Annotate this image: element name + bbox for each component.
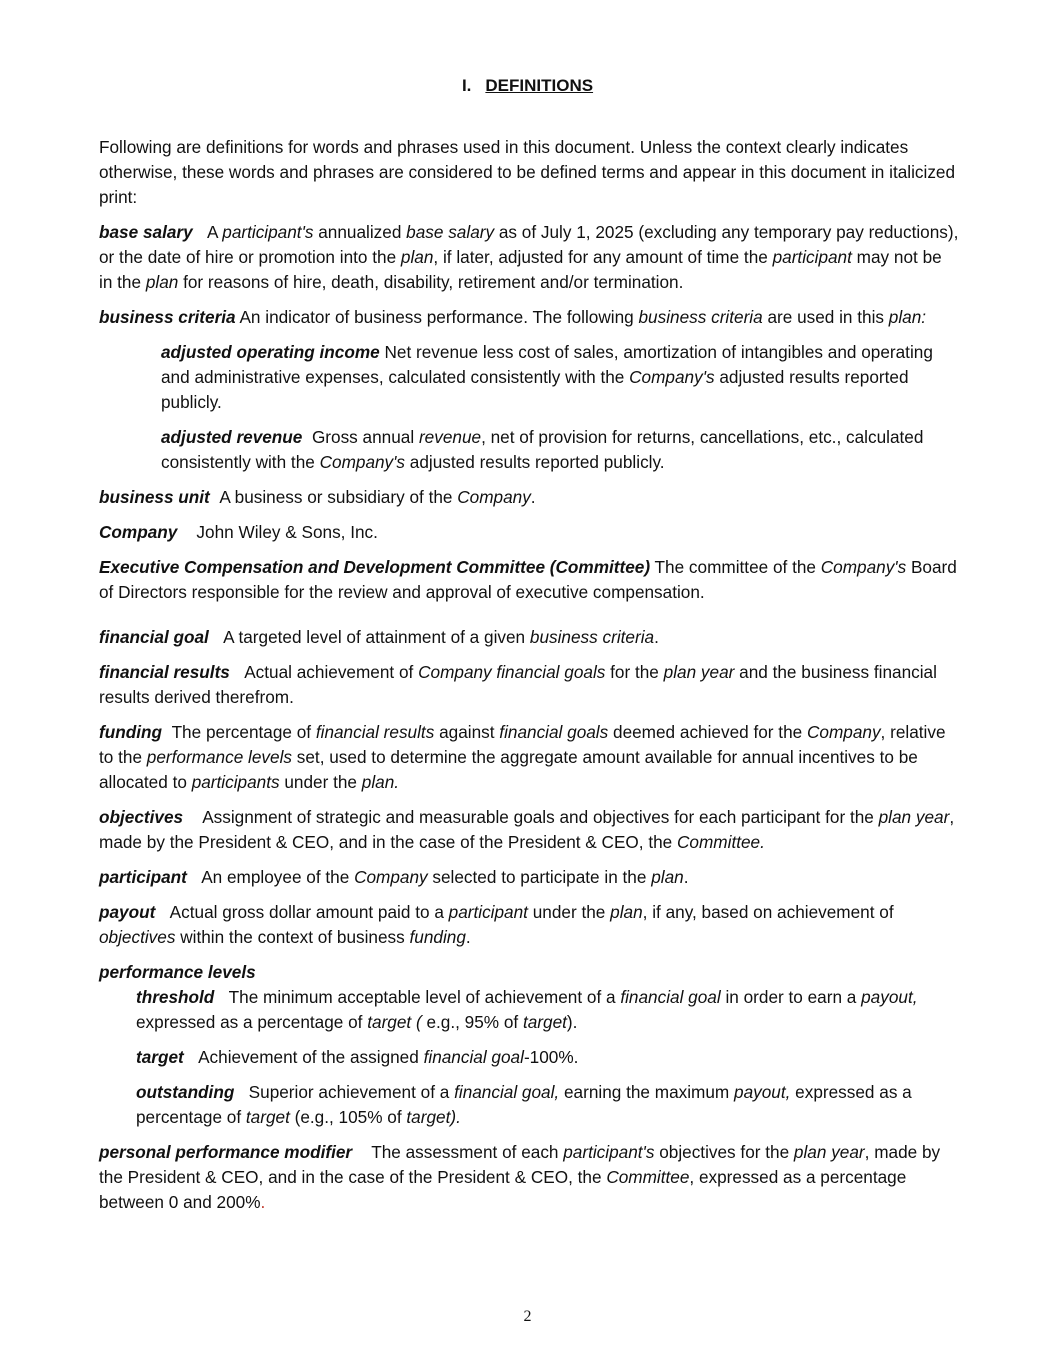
definition-financial-results: financial results Actual achievement of Company financial goals for the plan year and the business financial results derived therefrom. [99, 662, 937, 707]
term-base-salary: base salary [99, 222, 193, 242]
section-title: DEFINITIONS [485, 76, 594, 95]
term-financial-goal: financial goal [99, 627, 209, 647]
term-financial-results: financial results [99, 662, 230, 682]
term-personal-performance-modifier: personal performance modifier [99, 1142, 353, 1162]
term-payout: payout [99, 902, 156, 922]
section-number: I. [461, 76, 472, 95]
definition-committee: Executive Compensation and Development Committee (Committee) The committee of the Company's Board of Directors responsible for the review and approval of executive compensation. [99, 557, 957, 602]
section-heading [0, 76, 1055, 96]
intro-paragraph: Following are definitions for words and phrases used in this document. Unless the context clearly indicates otherwise, these words and phrases are considered to be defined terms and appear in this document in italicized print: [99, 137, 956, 207]
definition-threshold: threshold The minimum acceptable level of achievement of a financial goal in order to earn a payout, expressed as a percentage of target ( e.g., 95% of target). [136, 987, 918, 1032]
definition-base-salary: base salary A participant's annualized base salary as of July 1, 2025 (excluding any temporary pay reductions), or the date of hire or promotion into the plan, if later, adjusted for any amount of time the participant may not be in the plan for reasons of hire, death, disability, retirement and/or termination. [99, 222, 959, 292]
term-business-criteria: business criteria [99, 307, 236, 327]
definition-payout: payout Actual gross dollar amount paid to a participant under the plan, if any, based on achievement of objectives within the context of business funding. [99, 902, 894, 947]
term-target: target [136, 1047, 184, 1067]
definition-outstanding: outstanding Superior achievement of a financial goal, earning the maximum payout, expressed as a percentage of target (e.g., 105% of target). [136, 1082, 912, 1127]
definition-target: target Achievement of the assigned financial goal-100%. [136, 1047, 579, 1067]
definition-participant: participant An employee of the Company selected to participate in the plan. [99, 867, 689, 887]
term-outstanding: outstanding [136, 1082, 235, 1102]
definition-adjusted-operating-income: adjusted operating income Net revenue less cost of sales, amortization of intangibles and operating and administrative expenses, calculated consistently with the Company's adjusted results reported publicly. [161, 342, 933, 412]
term-participant: participant [99, 867, 187, 887]
definition-objectives: objectives Assignment of strategic and measurable goals and objectives for each participant for the plan year, made by the President & CEO, and in the case of the President & CEO, the Committee. [99, 807, 955, 852]
definition-business-criteria: business criteria An indicator of business performance. The following business criteria are used in this plan: [99, 307, 927, 327]
term-adjusted-revenue: adjusted revenue [161, 427, 303, 447]
term-company: Company [99, 522, 178, 542]
definition-company: Company John Wiley & Sons, Inc. [99, 522, 378, 542]
term-adjusted-operating-income: adjusted operating income [161, 342, 380, 362]
term-business-unit: business unit [99, 487, 210, 507]
term-funding: funding [99, 722, 162, 742]
definition-financial-goal: financial goal A targeted level of attainment of a given business criteria. [99, 627, 659, 647]
term-performance-levels: performance levels [99, 962, 256, 982]
term-threshold: threshold [136, 987, 215, 1007]
definition-performance-levels [99, 960, 959, 985]
definition-personal-performance-modifier: personal performance modifier The assessment of each participant's objectives for the plan year, made by the President & CEO, and in the case of the President & CEO, the Committee, expressed as a percentage between 0 and 200%. [99, 1142, 941, 1212]
definition-funding: funding The percentage of financial results against financial goals deemed achieved for the Company, relative to the performance levels set, used to determine the aggregate amount available for annual incentives to be allocated to participants under the plan. [99, 722, 946, 792]
term-committee: Executive Compensation and Development Committee (Committee) [99, 557, 651, 577]
definition-adjusted-revenue: adjusted revenue Gross annual revenue, net of provision for returns, cancellations, etc., calculated consistently with the Company's adjusted results reported publicly. [161, 427, 924, 472]
definition-business-unit: business unit A business or subsidiary of the Company. [99, 487, 536, 507]
term-objectives: objectives [99, 807, 184, 827]
page-number: 2 [523, 1308, 532, 1325]
definitions-body [99, 135, 959, 1225]
